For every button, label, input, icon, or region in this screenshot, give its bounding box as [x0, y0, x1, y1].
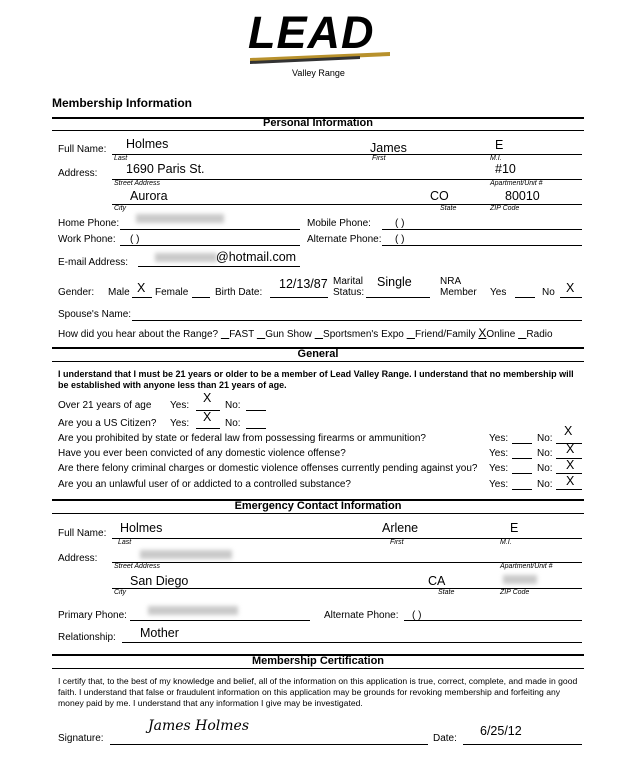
nra-no-label: No: [542, 287, 555, 298]
general-statement: I understand that I must be 21 years or older to be a member of Lead Valley Range. I understand that no membership will be established with anyone less than 21 years of age.: [58, 369, 574, 390]
full-name-label: Full Name:: [58, 144, 107, 155]
mobile-phone-paren[interactable]: ( ): [395, 218, 405, 229]
ec-relationship-label: Relationship:: [58, 632, 116, 643]
question-yes-label: Yes:: [489, 448, 509, 459]
home-phone-redacted: [136, 214, 224, 223]
last-name-value[interactable]: Holmes: [126, 137, 169, 151]
ec-last-name-value[interactable]: Holmes: [120, 521, 163, 535]
ec-state-caption: State: [438, 589, 455, 596]
citizen-label: Are you a US Citizen?: [58, 418, 157, 429]
signature-value[interactable]: James Holmes: [148, 718, 250, 734]
email-user-redacted: [155, 253, 217, 262]
question-no-mark[interactable]: X: [566, 458, 575, 472]
signature-label: Signature:: [58, 733, 104, 744]
question-yes-label: Yes:: [489, 433, 509, 444]
ec-first-caption: First: [390, 539, 404, 546]
email-domain-value[interactable]: @hotmail.com: [216, 250, 297, 264]
ec-alternate-phone-paren[interactable]: ( ): [412, 610, 422, 621]
question-text: Have you ever been convicted of any domestic violence offense?: [58, 448, 346, 459]
logo-tagline: Valley Range: [292, 68, 345, 78]
street-value[interactable]: 1690 Paris St.: [126, 162, 205, 176]
work-phone-label: Work Phone:: [58, 234, 116, 245]
question-no-label: No:: [537, 479, 553, 490]
apt-caption: Apartment/Unit #: [490, 180, 543, 187]
form-title: Membership Information: [52, 96, 193, 110]
opt-fast[interactable]: FAST: [229, 329, 255, 340]
alternate-phone-label: Alternate Phone:: [307, 234, 382, 245]
online-mark[interactable]: X: [478, 326, 487, 340]
street-caption: Street Address: [114, 180, 161, 187]
ec-last-caption: Last: [118, 539, 132, 546]
citizen-no-label: No:: [225, 418, 241, 429]
citizen-yes-label: Yes:: [170, 418, 190, 429]
email-label: E-mail Address:: [58, 257, 129, 268]
zip-caption: ZIP Code: [490, 205, 520, 212]
section-personal: Personal Information: [262, 117, 374, 129]
city-caption: City: [114, 205, 127, 212]
ec-street-redacted: [140, 550, 232, 559]
question-no-label: No:: [537, 433, 553, 444]
gender-label: Gender:: [58, 287, 95, 298]
certification-text: I certify that, to the best of my knowledge and belief, all of the information on this application is true, correct, complete, and made in good faith. I understand that false or fraudulent information on this application may be grounds for revoking membership and forfeiting any money paid by me. I understand that any information I give may be investigated.: [58, 676, 578, 708]
male-mark[interactable]: X: [137, 281, 146, 295]
question-no-mark[interactable]: X: [566, 442, 575, 456]
apt-value[interactable]: #10: [495, 162, 516, 176]
ec-mi-caption: M.I.: [500, 539, 512, 546]
state-caption: State: [440, 205, 457, 212]
ec-city-caption: City: [114, 589, 127, 596]
mi-caption: M.I.: [490, 155, 502, 162]
ec-state-value[interactable]: CA: [428, 574, 446, 588]
question-yes-label: Yes:: [489, 479, 509, 490]
alternate-phone-paren[interactable]: ( ): [395, 234, 405, 245]
ec-full-name-label: Full Name:: [58, 528, 107, 539]
section-certification: Membership Certification: [251, 655, 385, 667]
work-phone-paren[interactable]: ( ): [130, 234, 140, 245]
spouse-label: Spouse's Name:: [58, 309, 132, 320]
opt-friend[interactable]: Friend/Family: [415, 329, 476, 340]
question-no-mark[interactable]: X: [564, 424, 573, 438]
female-label: Female: [155, 287, 189, 298]
ec-apt-caption: Apartment/Unit #: [500, 563, 553, 570]
date-label: Date:: [433, 733, 457, 744]
citizen-yes-mark[interactable]: X: [203, 410, 212, 424]
home-phone-label: Home Phone:: [58, 218, 120, 229]
middle-initial-value[interactable]: E: [495, 138, 504, 152]
ec-alternate-phone-label: Alternate Phone:: [324, 610, 399, 621]
ec-address-label: Address:: [58, 553, 98, 564]
ec-zip-caption: ZIP Code: [500, 589, 530, 596]
last-caption: Last: [114, 155, 128, 162]
opt-online[interactable]: Online: [486, 329, 516, 340]
first-name-value[interactable]: James: [370, 141, 407, 155]
question-text: Are there felony criminal charges or domestic violence offenses currently pending against you?: [58, 463, 478, 474]
nra-yes-label: Yes: [490, 287, 507, 298]
address-label: Address:: [58, 168, 98, 179]
over21-label: Over 21 years of age: [58, 400, 152, 411]
date-value[interactable]: 6/25/12: [480, 724, 522, 738]
question-text: Are you prohibited by state or federal law from possessing firearms or ammunition?: [58, 433, 426, 444]
birth-date-label: Birth Date:: [215, 287, 263, 298]
ec-middle-initial-value[interactable]: E: [510, 521, 519, 535]
question-text: Are you an unlawful user of or addicted to a controlled substance?: [58, 479, 351, 490]
opt-sportsmens[interactable]: Sportsmen's Expo: [323, 329, 404, 340]
ec-street-caption: Street Address: [114, 563, 161, 570]
ec-zip-redacted: [503, 575, 537, 584]
nra-label-2: Member: [440, 287, 477, 298]
opt-radio[interactable]: Radio: [526, 329, 553, 340]
over21-yes-label: Yes:: [170, 400, 190, 411]
question-no-mark[interactable]: X: [566, 474, 575, 488]
birth-date-value[interactable]: 12/13/87: [279, 277, 328, 291]
city-value[interactable]: Aurora: [130, 189, 168, 203]
how-heard-row: [58, 326, 553, 340]
question-yes-label: Yes:: [489, 463, 509, 474]
over21-no-label: No:: [225, 400, 241, 411]
ec-first-name-value[interactable]: Arlene: [382, 521, 419, 535]
section-general: General: [297, 348, 339, 360]
ec-primary-phone-redacted: [148, 606, 238, 615]
logo-brand: LEAD: [248, 7, 375, 58]
question-no-label: No:: [537, 463, 553, 474]
male-label: Male: [108, 287, 130, 298]
nra-label-1: NRA: [440, 276, 462, 287]
how-heard-prefix: How did you hear about the Range?: [58, 329, 219, 340]
over21-yes-mark[interactable]: X: [203, 391, 212, 405]
first-caption: First: [372, 155, 386, 162]
section-emergency: Emergency Contact Information: [234, 500, 402, 512]
marital-label-2: Status:: [333, 287, 365, 298]
nra-no-mark[interactable]: X: [566, 281, 575, 295]
ec-city-value[interactable]: San Diego: [130, 574, 189, 588]
zip-value[interactable]: 80010: [505, 189, 540, 203]
ec-primary-phone-label: Primary Phone:: [58, 610, 127, 621]
opt-gunshow[interactable]: Gun Show: [265, 329, 312, 340]
marital-label-1: Marital: [333, 276, 364, 287]
question-no-label: No:: [537, 448, 553, 459]
marital-status-value[interactable]: Single: [377, 275, 412, 289]
ec-relationship-value[interactable]: Mother: [140, 626, 179, 640]
mobile-phone-label: Mobile Phone:: [307, 218, 371, 229]
state-value[interactable]: CO: [430, 189, 449, 203]
